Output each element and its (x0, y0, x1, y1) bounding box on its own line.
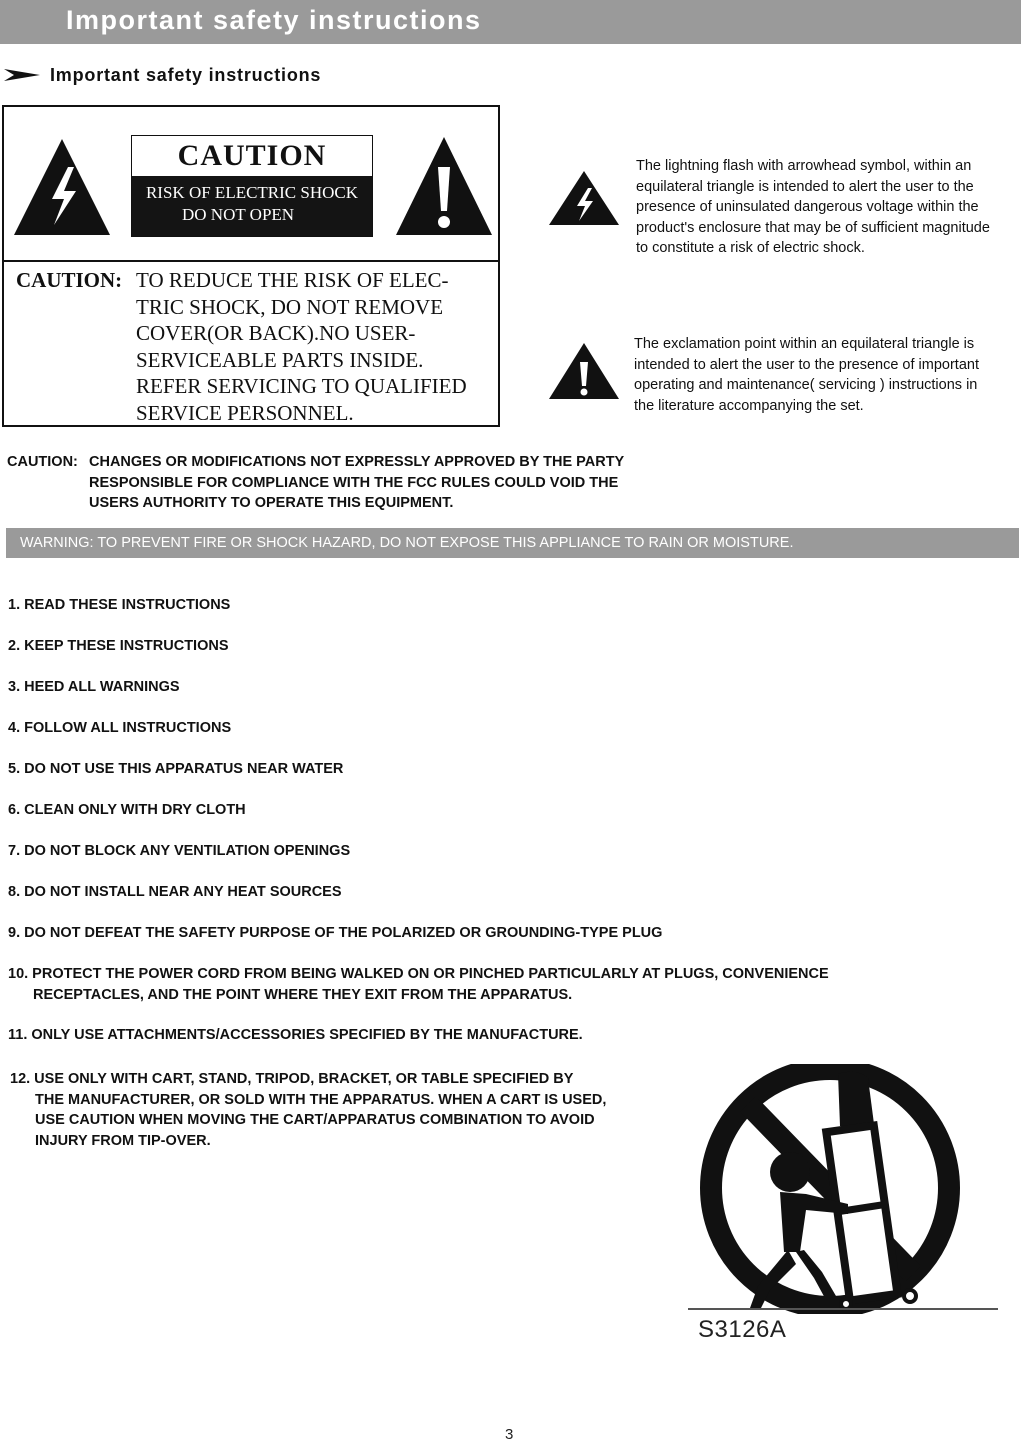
fcc-caution-lines (89, 452, 624, 514)
header-bar (0, 0, 1021, 44)
instruction-line: USE CAUTION WHEN MOVING THE CART/APPARATUS COMBINATION TO AVOID (35, 1112, 595, 1128)
description-line: equilateral triangle is intended to alert the user to the (636, 178, 974, 195)
description-line: intended to alert the user to the presence of important (634, 356, 979, 373)
instruction-item (8, 882, 342, 903)
instruction-item (8, 1025, 583, 1046)
instruction-item (8, 718, 231, 739)
lightning-warning-triangle-icon (548, 170, 620, 226)
instruction-line: 11. ONLY USE ATTACHMENTS/ACCESSORIES SPECIFIED BY THE MANUFACTURE. (8, 1027, 583, 1043)
warning-bar (6, 528, 1019, 558)
instruction-line: 6. CLEAN ONLY WITH DRY CLOTH (8, 802, 246, 818)
sign-code-label: S3126A (698, 1316, 787, 1343)
caution-line: REFER SERVICING TO QUALIFIED (136, 374, 467, 398)
description-line: product's enclosure that may be of sufficient magnitude (636, 219, 990, 236)
description-line: to constitute a risk of electric shock. (636, 240, 865, 256)
instruction-item (8, 677, 180, 698)
instruction-line: 4. FOLLOW ALL INSTRUCTIONS (8, 720, 232, 736)
instruction-item (8, 595, 230, 616)
caution-line: SERVICE PERSONNEL. (136, 400, 354, 425)
instruction-item (8, 923, 662, 944)
instruction-line: 3. HEED ALL WARNINGS (8, 679, 180, 695)
caution-panel (2, 105, 500, 427)
description-line: The lightning flash with arrowhead symbol, within an (636, 158, 972, 174)
fcc-caution-line: CHANGES OR MODIFICATIONS NOT EXPRESSLY APPROVED BY THE PARTY (89, 454, 625, 470)
instruction-line: 1. READ THESE INSTRUCTIONS (8, 597, 231, 613)
instruction-item (10, 1069, 606, 1151)
lightning-symbol-description (636, 156, 990, 259)
arrow-pointer-icon (4, 67, 40, 83)
instruction-item (8, 964, 829, 1005)
instruction-item (8, 841, 350, 862)
fcc-caution-line: RESPONSIBLE FOR COMPLIANCE WITH THE FCC RULES COULD VOID THE (89, 474, 619, 491)
page-title: Important safety instructions (66, 5, 482, 35)
instruction-item (8, 759, 343, 780)
instruction-line: 7. DO NOT BLOCK ANY VENTILATION OPENINGS (8, 843, 351, 859)
instruction-line: INJURY FROM TIP-OVER. (35, 1132, 211, 1149)
section-heading-text: Important safety instructions (50, 64, 322, 85)
instruction-line: 10. PROTECT THE POWER CORD FROM BEING WALKED ON OR PINCHED PARTICULARLY AT PLUGS, CONVENIENCE (8, 966, 829, 982)
instruction-line: 12. USE ONLY WITH CART, STAND, TRIPOD, BRACKET, OR TABLE SPECIFIED BY (10, 1071, 574, 1087)
exclamation-symbol-description (634, 334, 979, 416)
description-line: the literature accompanying the set. (634, 397, 864, 414)
caution-line: TRIC SHOCK, DO NOT REMOVE (136, 294, 444, 319)
exclamation-warning-triangle-icon (394, 135, 494, 237)
instruction-line: 9. DO NOT DEFEAT THE SAFETY PURPOSE OF THE POLARIZED OR GROUNDING-TYPE PLUG (8, 925, 663, 941)
instruction-line: THE MANUFACTURER, OR SOLD WITH THE APPARATUS. WHEN A CART IS USED, (35, 1091, 607, 1108)
lightning-warning-triangle-icon (12, 137, 112, 237)
caution-plate-line: DO NOT OPEN (182, 205, 295, 224)
caution-plate-subtext (132, 176, 372, 236)
instruction-line: 2. KEEP THESE INSTRUCTIONS (8, 638, 229, 654)
caution-label: CAUTION: (16, 268, 123, 292)
panel-divider (4, 260, 498, 262)
description-line: operating and maintenance( servicing ) instructions in (634, 377, 978, 393)
caution-line: SERVICEABLE PARTS INSIDE. (136, 347, 424, 372)
caution-statement-lines (136, 267, 467, 426)
exclamation-warning-triangle-icon (548, 342, 620, 400)
caution-line: TO REDUCE THE RISK OF ELEC- (136, 268, 449, 292)
description-line: The exclamation point within an equilateral triangle is (634, 336, 975, 352)
caution-line: COVER(OR BACK).NO USER- (136, 321, 416, 345)
instruction-line: RECEPTACLES, AND THE POINT WHERE THEY EXIT FROM THE APPARATUS. (33, 986, 573, 1003)
caution-plate-line: RISK OF ELECTRIC SHOCK (145, 183, 359, 202)
description-line: presence of uninsulated dangerous voltage within the (636, 199, 979, 215)
caution-plate (131, 135, 373, 237)
warning-text: WARNING: TO PREVENT FIRE OR SHOCK HAZARD, DO NOT EXPOSE THIS APPLIANCE TO RAIN OR MOISTURE. (20, 535, 794, 551)
cart-tip-over-prohibited-icon (688, 1064, 1000, 1314)
caution-plate-title: CAUTION (132, 136, 372, 176)
instruction-line: 5. DO NOT USE THIS APPARATUS NEAR WATER (8, 761, 344, 777)
instruction-line: 8. DO NOT INSTALL NEAR ANY HEAT SOURCES (8, 884, 342, 900)
section-heading (4, 63, 321, 87)
page-number: 3 (505, 1426, 514, 1443)
instruction-item (8, 800, 246, 821)
fcc-caution-line: USERS AUTHORITY TO OPERATE THIS EQUIPMENT. (89, 495, 454, 511)
fcc-caution-label: CAUTION: (7, 454, 78, 470)
instruction-item (8, 636, 229, 657)
